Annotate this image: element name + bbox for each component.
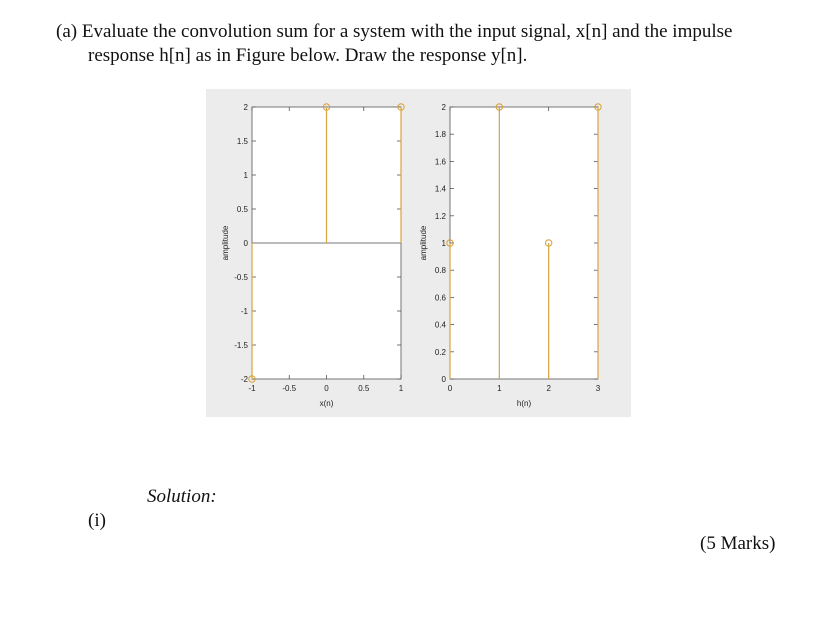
x-tick-label: 0 — [447, 384, 453, 393]
y-tick-label: 0.6 — [434, 293, 446, 303]
y-tick-label: 1 — [243, 171, 248, 180]
y-tick-label: 0.4 — [434, 320, 446, 330]
marks-label: (5 Marks) — [700, 533, 776, 554]
plot-area — [450, 107, 598, 379]
x-tick-label: 1 — [398, 384, 404, 393]
y-tick-label: -2 — [240, 375, 248, 384]
question-line-2: response h[n] as in Figure below. Draw the response y[n]. — [88, 45, 528, 66]
x-tick-label: 1 — [497, 384, 502, 393]
y-tick-label: 1.6 — [434, 157, 446, 167]
x-tick-label: 0 — [324, 384, 329, 393]
part-number: (i) — [88, 510, 106, 531]
y-tick-label: 2 — [441, 103, 446, 112]
x-axis-label: h(n) — [516, 399, 532, 408]
plot-h-n — [419, 103, 601, 408]
y-tick-label: -1 — [240, 307, 248, 316]
y-tick-label: 1 — [441, 239, 446, 248]
y-tick-label: -1.5 — [234, 341, 248, 350]
y-tick-label: 1.2 — [434, 211, 446, 221]
x-tick-label: 2 — [546, 384, 551, 393]
y-tick-label: 0.5 — [236, 205, 248, 214]
x-tick-label: -1 — [248, 384, 256, 393]
plot-x-n — [221, 103, 404, 408]
x-tick-label: -0.5 — [282, 384, 297, 393]
y-axis-label: amplitude — [419, 225, 428, 261]
y-tick-label: -0.5 — [234, 273, 248, 282]
y-tick-label: 2 — [243, 103, 248, 112]
stem-plots — [206, 89, 631, 417]
y-tick-label: 1.5 — [236, 137, 248, 146]
solution-label: Solution: — [147, 486, 217, 507]
x-axis-label: x(n) — [319, 399, 334, 408]
y-axis-label: amplitude — [221, 225, 230, 261]
question-line-1: (a) Evaluate the convolution sum for a system with the input signal, x[n] and the impulse — [56, 21, 733, 42]
y-tick-label: 0.8 — [434, 266, 446, 276]
y-tick-label: 1.4 — [434, 184, 446, 194]
y-tick-label: 0.2 — [434, 347, 446, 357]
y-tick-label: 1.8 — [434, 130, 446, 140]
x-tick-label: 0.5 — [358, 384, 370, 393]
y-tick-label: 0 — [441, 375, 446, 384]
x-tick-label: 3 — [595, 384, 601, 393]
y-tick-label: 0 — [243, 239, 248, 248]
question-text — [56, 20, 816, 68]
